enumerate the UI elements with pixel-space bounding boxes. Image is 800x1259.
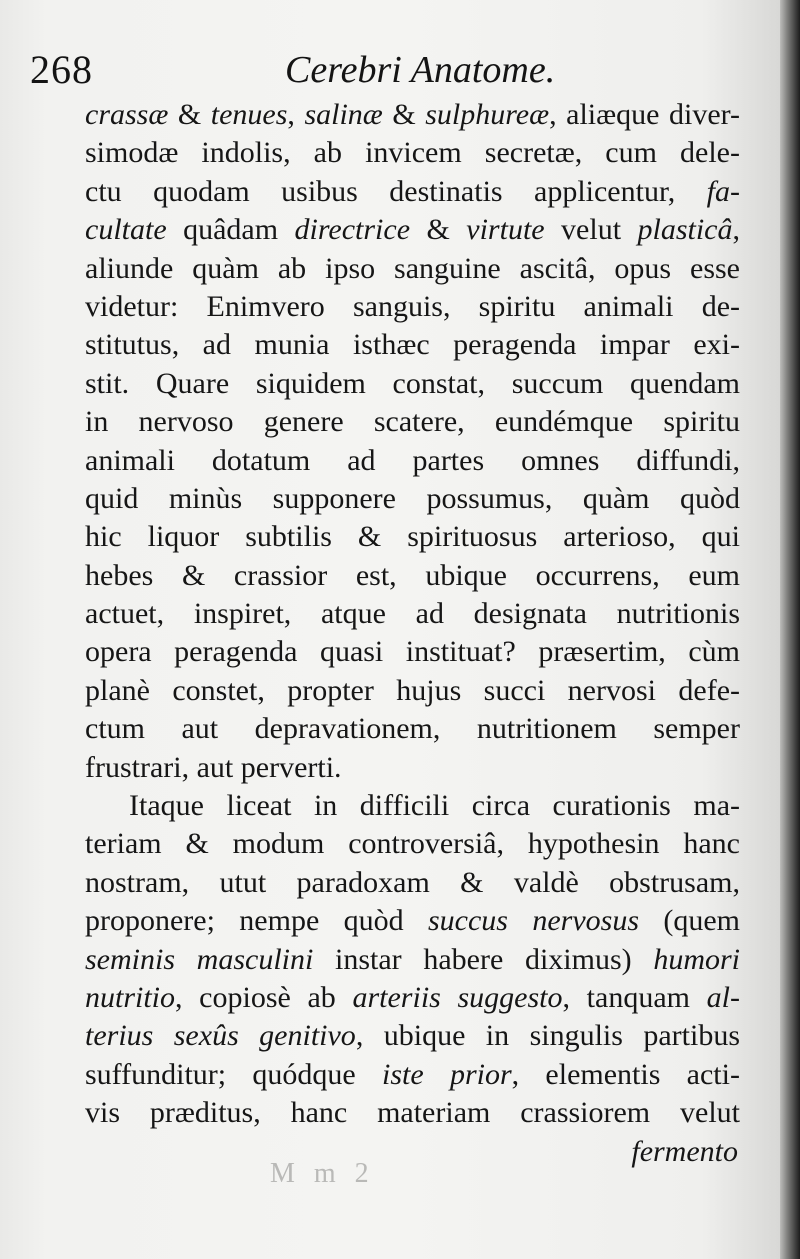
- italic-segment: al-: [706, 980, 740, 1014]
- text-segment: suffunditur; quódque: [85, 1057, 382, 1091]
- italic-segment: tenues: [210, 98, 288, 131]
- italic-segment: cultate: [85, 213, 167, 247]
- text-line: [85, 250, 740, 288]
- catchword: fermento: [631, 1134, 738, 1168]
- text-segment: , aliæque diver-: [549, 98, 741, 131]
- italic-segment: humori: [653, 942, 740, 976]
- italic-segment: sulphureæ: [425, 98, 550, 131]
- text-line: [85, 749, 740, 787]
- text-line: [85, 211, 740, 249]
- text-segment: actuet, inspiret, atque ad designata nutritionis: [85, 597, 740, 631]
- text-segment: instar habere diximus): [313, 942, 654, 976]
- text-line: [85, 288, 740, 326]
- text-line: [85, 518, 740, 556]
- text-line: [85, 442, 740, 480]
- text-line: [85, 96, 740, 134]
- signature-mark: M m 2: [270, 1158, 375, 1189]
- italic-segment: nutritio: [85, 980, 176, 1014]
- italic-segment: salinæ: [304, 98, 383, 131]
- text-segment: ctum aut depravationem, nutritionem semper: [85, 712, 740, 746]
- text-line: [85, 595, 740, 633]
- text-line: [85, 710, 740, 748]
- text-segment: hebes & crassior est, ubique occurrens, eum: [85, 558, 740, 592]
- text-line: [85, 787, 740, 825]
- italic-segment: directrice: [294, 213, 411, 247]
- text-segment: quid minùs supponere possumus, quàm quòd: [85, 481, 740, 515]
- italic-segment: iste prior: [382, 1057, 512, 1091]
- text-line: [85, 326, 740, 364]
- italic-segment: plasticâ: [637, 213, 733, 247]
- text-line: [85, 941, 740, 979]
- text-line: [85, 864, 740, 902]
- page-header: [30, 44, 745, 96]
- text-segment: aliunde quàm ab ipso sanguine ascitâ, opus esse: [85, 251, 740, 285]
- text-line: [85, 1056, 740, 1094]
- body-text: [85, 96, 740, 1171]
- italic-segment: seminis masculini: [85, 942, 314, 976]
- text-segment: ,: [287, 98, 305, 131]
- text-segment: , elementis acti-: [511, 1057, 740, 1091]
- text-line: [85, 1017, 740, 1055]
- text-line: [85, 902, 740, 940]
- text-line: [85, 1094, 740, 1132]
- text-line: [85, 557, 740, 595]
- text-segment: animali dotatum ad partes omnes diffundi,: [85, 443, 740, 477]
- text-segment: , copiosè ab: [175, 980, 353, 1014]
- text-segment: &: [410, 213, 467, 247]
- text-segment: velut: [544, 213, 638, 247]
- page-edge-shadow: [780, 0, 800, 1259]
- text-segment: , tanquam: [562, 980, 707, 1014]
- text-segment: in nervoso genere scatere, eundémque spiritu: [85, 405, 740, 439]
- text-segment: hic liquor subtilis & spirituosus arterioso, qui: [85, 520, 740, 554]
- text-line: [85, 134, 740, 172]
- text-segment: planè constet, propter hujus succi nervosi defe-: [85, 673, 740, 707]
- running-head: Cerebri Anatome.: [285, 49, 556, 91]
- text-segment: , ubique in singulis partibus: [355, 1019, 741, 1053]
- text-segment: quâdam: [166, 213, 295, 247]
- text-segment: opera peragenda quasi instituat? præsertim, cùm: [85, 635, 740, 669]
- text-line: [85, 672, 740, 710]
- italic-segment: succus nervosus: [428, 904, 639, 938]
- text-segment: &: [168, 98, 211, 131]
- text-segment: (quem: [639, 904, 740, 938]
- text-segment: simodæ indolis, ab invicem secretæ, cum dele-: [85, 136, 740, 170]
- italic-segment: terius sexûs genitivo: [85, 1019, 356, 1053]
- text-segment: ctu quodam usibus destinatis applicentur,: [85, 174, 707, 208]
- text-segment: stitutus, ad munia isthæc peragenda impar exi-: [85, 328, 740, 362]
- text-segment: proponere; nempe quòd: [85, 904, 428, 938]
- text-segment: Itaque liceat in difficili circa curationis ma-: [129, 789, 740, 823]
- text-line: [85, 403, 740, 441]
- text-line: [85, 825, 740, 863]
- italic-segment: arteriis suggesto: [352, 980, 563, 1014]
- text-segment: vis præditus, hanc materiam crassiorem velut: [85, 1096, 740, 1130]
- text-line: [85, 365, 740, 403]
- text-segment: &: [382, 98, 426, 131]
- text-line: [85, 173, 740, 211]
- text-segment: videtur: Enimvero sanguis, spiritu animali de-: [85, 289, 740, 323]
- text-segment: nostram, utut paradoxam & valdè obstrusam,: [85, 865, 740, 899]
- text-segment: frustrari, aut perverti.: [85, 750, 342, 784]
- text-segment: stit. Quare siquidem constat, succum quendam: [85, 366, 740, 400]
- text-line: [85, 633, 740, 671]
- text-line: [85, 480, 740, 518]
- page-number: 268: [30, 47, 93, 92]
- italic-segment: crassæ: [85, 98, 169, 131]
- text-segment: ,: [732, 213, 740, 247]
- italic-segment: virtute: [466, 213, 545, 247]
- text-line: [85, 979, 740, 1017]
- italic-segment: fa-: [706, 174, 740, 208]
- text-segment: teriam & modum controversiâ, hypothesin hanc: [85, 827, 740, 861]
